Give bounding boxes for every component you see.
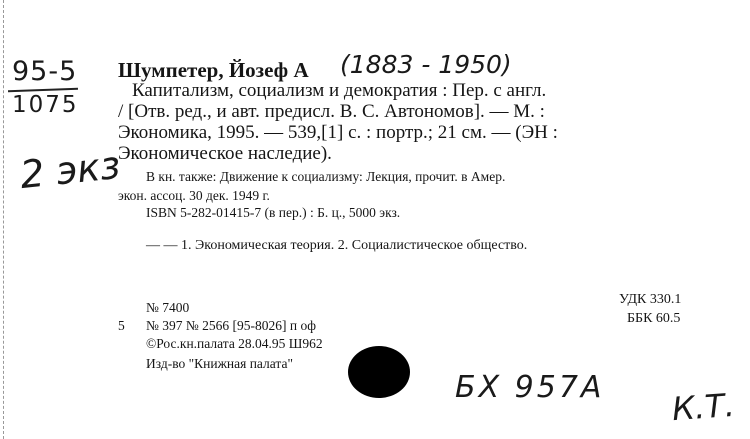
entry-subjects: — — 1. Экономическая теория. 2. Социалистическое общество. <box>146 238 528 253</box>
entry-heading: Шумпетер, Йозеф А <box>118 58 309 82</box>
card-left-edge <box>3 0 4 439</box>
entry-title-line: Капитализм, социализм и демократия : Пер. с англ. <box>132 80 547 101</box>
udk-code: УДК 330.1 <box>619 292 682 307</box>
entry-publication-line: Экономика, 1995. — 539,[1] с. : портр.; 21 см. — (ЭН : <box>118 122 558 143</box>
handwritten-shelfmark-top: 95-5 <box>12 56 78 87</box>
card-number: № 7400 <box>146 300 190 315</box>
entry-isbn: ISBN 5-282-01415-7 (в пер.) : Б. ц., 5000 экз. <box>146 205 401 220</box>
card-five: 5 <box>118 318 125 333</box>
card-chamber-line: ©Рос.кн.палата 28.04.95 Ш962 <box>146 336 323 351</box>
handwritten-shelfmark-bottom: 1075 <box>12 92 79 118</box>
entry-series-line: Экономическое наследие). <box>118 143 332 164</box>
handwritten-initials: К.Т. <box>670 385 736 429</box>
entry-note-line-2: экон. ассоц. 30 дек. 1949 г. <box>118 188 270 203</box>
handwritten-dates: (1883 - 1950) <box>340 50 512 79</box>
card-publisher-line: Изд-во "Книжная палата" <box>146 356 293 371</box>
entry-note-line-1: В кн. также: Движение к социализму: Лекция, прочит. в Амер. <box>146 169 506 184</box>
bbk-code: ББК 60.5 <box>627 311 681 326</box>
card-order-line: № 397 № 2566 [95-8026] п оф <box>146 318 316 333</box>
handwritten-copies: 2 экз <box>17 142 123 198</box>
handwritten-bottom-code: БХ 957А <box>455 370 605 405</box>
ink-blot <box>348 346 410 398</box>
entry-responsibility-line: / [Отв. ред., и авт. предисл. В. С. Автономов]. — М. : <box>118 101 545 122</box>
